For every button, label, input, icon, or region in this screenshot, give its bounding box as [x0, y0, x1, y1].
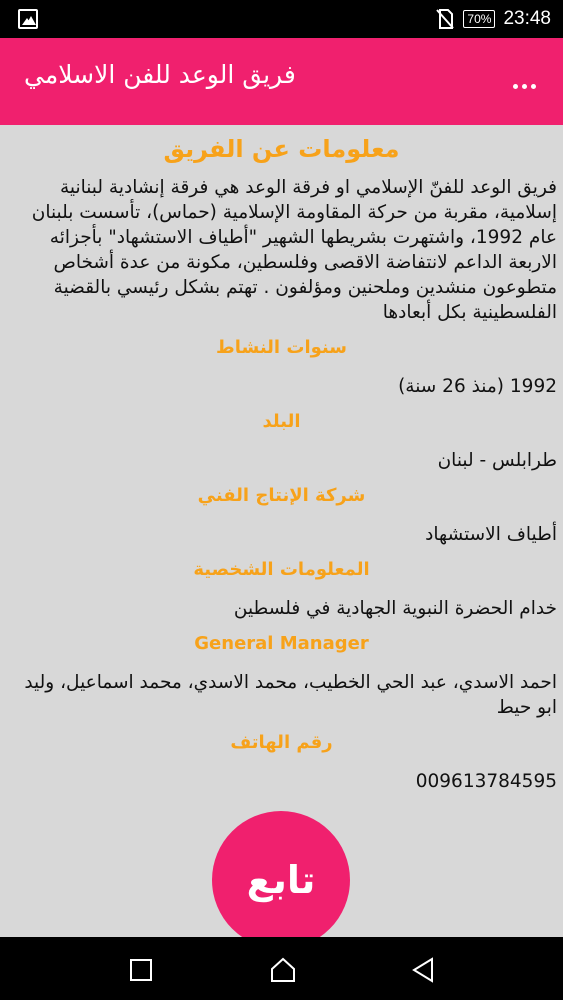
more-vert-icon[interactable] — [506, 68, 542, 104]
section-label-phone: رقم الهاتف — [230, 732, 333, 753]
app-bar — [0, 38, 563, 125]
section-value-production: أطياف الاستشهاد — [425, 524, 557, 545]
home-icon[interactable] — [270, 957, 296, 983]
section-label-production: شركة الإنتاج الفني — [197, 485, 366, 506]
no-sim-icon — [435, 8, 455, 30]
section-value-phone: 009613784595 — [415, 771, 557, 792]
status-right — [435, 0, 551, 38]
status-time: 23:48 — [503, 8, 551, 29]
section-label-years: سنوات النشاط — [216, 337, 347, 358]
section-value-manager: احمد الاسدي، عبد الحي الخطيب، محمد الاسدي، محمد اسماعيل، وليد ابو حيط — [24, 672, 557, 718]
follow-button[interactable]: تابع — [212, 811, 350, 949]
section-value-years: 1992 (منذ 26 سنة) — [398, 376, 557, 397]
square-icon[interactable] — [130, 959, 152, 981]
back-triangle-icon[interactable] — [410, 957, 436, 983]
team-description: فريق الوعد للفنّ الإسلامي او فرقة الوعد هي فرقة إنشادية لبنانية إسلامية، مقربة من حركة المقاومة الإسلامية (حماس)، تأسست بلبنان عام 1992، واشتهرت بشريطها الشهير "أطياف الاستشهاد" بأجزائه الاربعة الداعم لانتفاضة الاقصى وفلسطين، مكونة من عدة أشخاص متطوعون منشدين وملحنين ومؤلفون . تهتم بشكل رئيسي بالقضية الفلسطينية بكل أبعادها — [31, 177, 557, 323]
section-label-manager: General Manager — [194, 633, 369, 654]
app-title: فريق الوعد للفن الاسلامي — [24, 60, 296, 89]
page-title: معلومات عن الفريق — [163, 135, 400, 163]
nav-bar — [0, 937, 563, 1000]
section-label-country: البلد — [262, 411, 301, 432]
battery-indicator: 70% — [463, 10, 495, 28]
section-label-personal: المعلومات الشخصية — [193, 559, 370, 580]
image-icon — [18, 9, 38, 29]
status-bar — [0, 0, 563, 38]
section-value-country: طرابلس - لبنان — [437, 450, 557, 471]
section-value-personal: خدام الحضرة النبوية الجهادية في فلسطين — [233, 598, 557, 619]
